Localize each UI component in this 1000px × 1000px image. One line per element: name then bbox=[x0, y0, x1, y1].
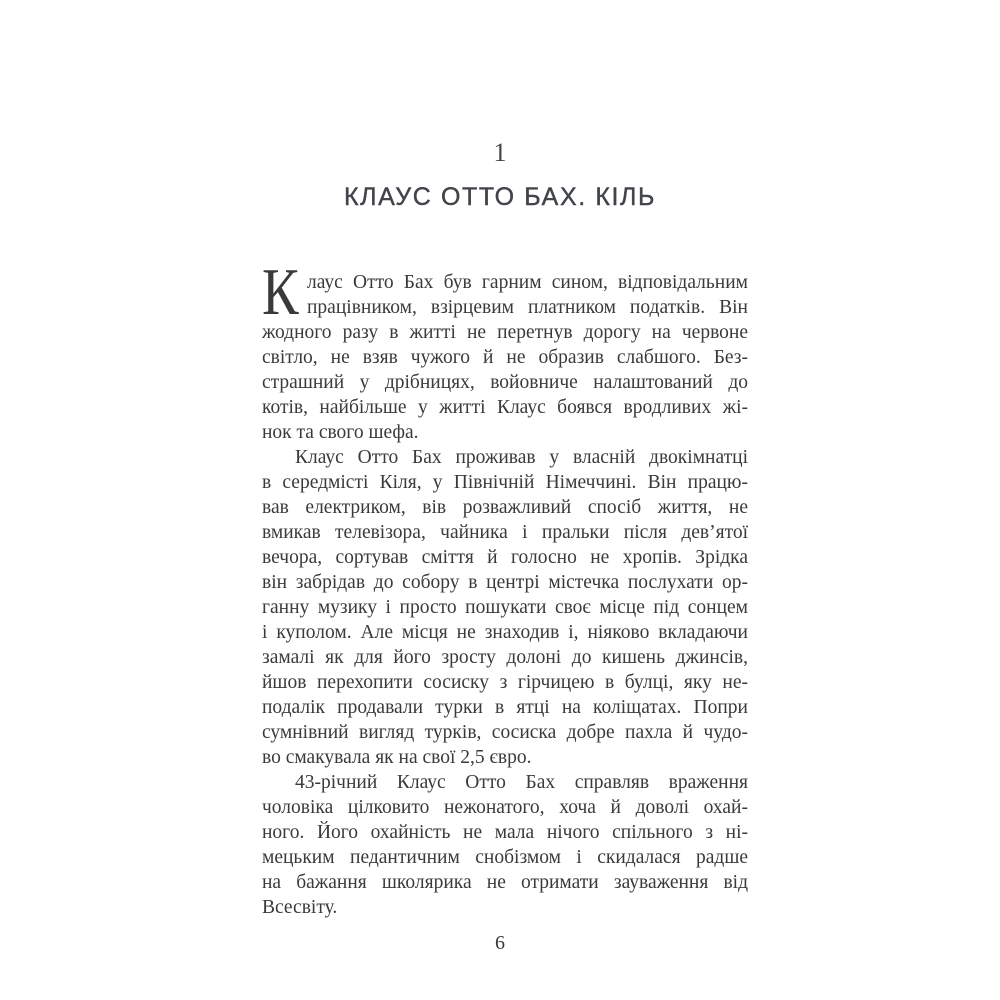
chapter-number: 1 bbox=[493, 138, 507, 167]
text-line: во смакувала як на свої 2,5 євро. bbox=[262, 747, 532, 768]
text-line: лаус Отто Бах був гарним сином, відповідальним bbox=[307, 272, 748, 293]
body-text bbox=[262, 255, 748, 920]
text-line: сумнівний вигляд турків, сосиска добре пахла й чудо- bbox=[262, 722, 748, 743]
paragraph bbox=[262, 770, 748, 920]
text-line: працівником, взірцевим платником податків. Він bbox=[307, 297, 748, 318]
text-line: ного. Його охайність не мала нічого спільного з ні- bbox=[262, 822, 748, 843]
paragraph bbox=[262, 255, 748, 445]
text-line: нок та свого шефа. bbox=[262, 422, 419, 443]
page-number: 6 bbox=[495, 932, 505, 954]
text-line: котів, найбільше у житті Клаус боявся вродливих жі- bbox=[262, 397, 748, 418]
text-line: йшов перехопити сосиску з гірчицею в булці, яку не- bbox=[262, 672, 748, 693]
text-line: вав електриком, вів розважливий спосіб життя, не bbox=[262, 497, 748, 518]
text-line: світло, не взяв чужого й не образив слабшого. Без- bbox=[262, 347, 748, 368]
text-line: Клаус Отто Бах проживав у власній двокімнатці bbox=[295, 447, 748, 468]
paragraph bbox=[262, 445, 748, 770]
text-line: вечора, сортував сміття й голосно не хропів. Зрідка bbox=[262, 547, 748, 568]
text-line: мецьким педантичним снобізмом і скидалася радше bbox=[262, 847, 748, 868]
text-line: страшний у дрібницях, войовниче налаштований до bbox=[262, 372, 748, 393]
text-line: він забрідав до собору в центрі містечка послухати ор- bbox=[262, 572, 748, 593]
text-line: чоловіка цілковито нежонатого, хоча й доволі охай- bbox=[262, 797, 748, 818]
text-line: 43-річний Клаус Отто Бах справляв враження bbox=[295, 772, 748, 793]
text-line: на бажання школярика не отримати зауваження від bbox=[262, 872, 748, 893]
text-line: Всесвіту. bbox=[262, 897, 338, 918]
text-line: вмикав телевізора, чайника і пральки після дев’ятої bbox=[262, 522, 748, 543]
chapter-title: КЛАУС ОТТО БАХ. КІЛЬ bbox=[343, 183, 657, 211]
text-line: і куполом. Але місця не знаходив і, ніяково вкладаючи bbox=[262, 622, 748, 643]
text-line: подалік продавали турки в ятці на коліщатах. Попри bbox=[262, 697, 748, 718]
text-line: ганну музику і просто пошукати своє місце під сонцем bbox=[262, 597, 748, 618]
drop-cap: К bbox=[262, 255, 299, 329]
text-line: в середмісті Кіля, у Північній Німеччині. Він працю- bbox=[262, 472, 748, 493]
text-line: замалі як для його зросту долоні до кишень джинсів, bbox=[262, 647, 748, 668]
text-line: жодного разу в житті не перетнув дорогу на червоне bbox=[262, 322, 748, 343]
